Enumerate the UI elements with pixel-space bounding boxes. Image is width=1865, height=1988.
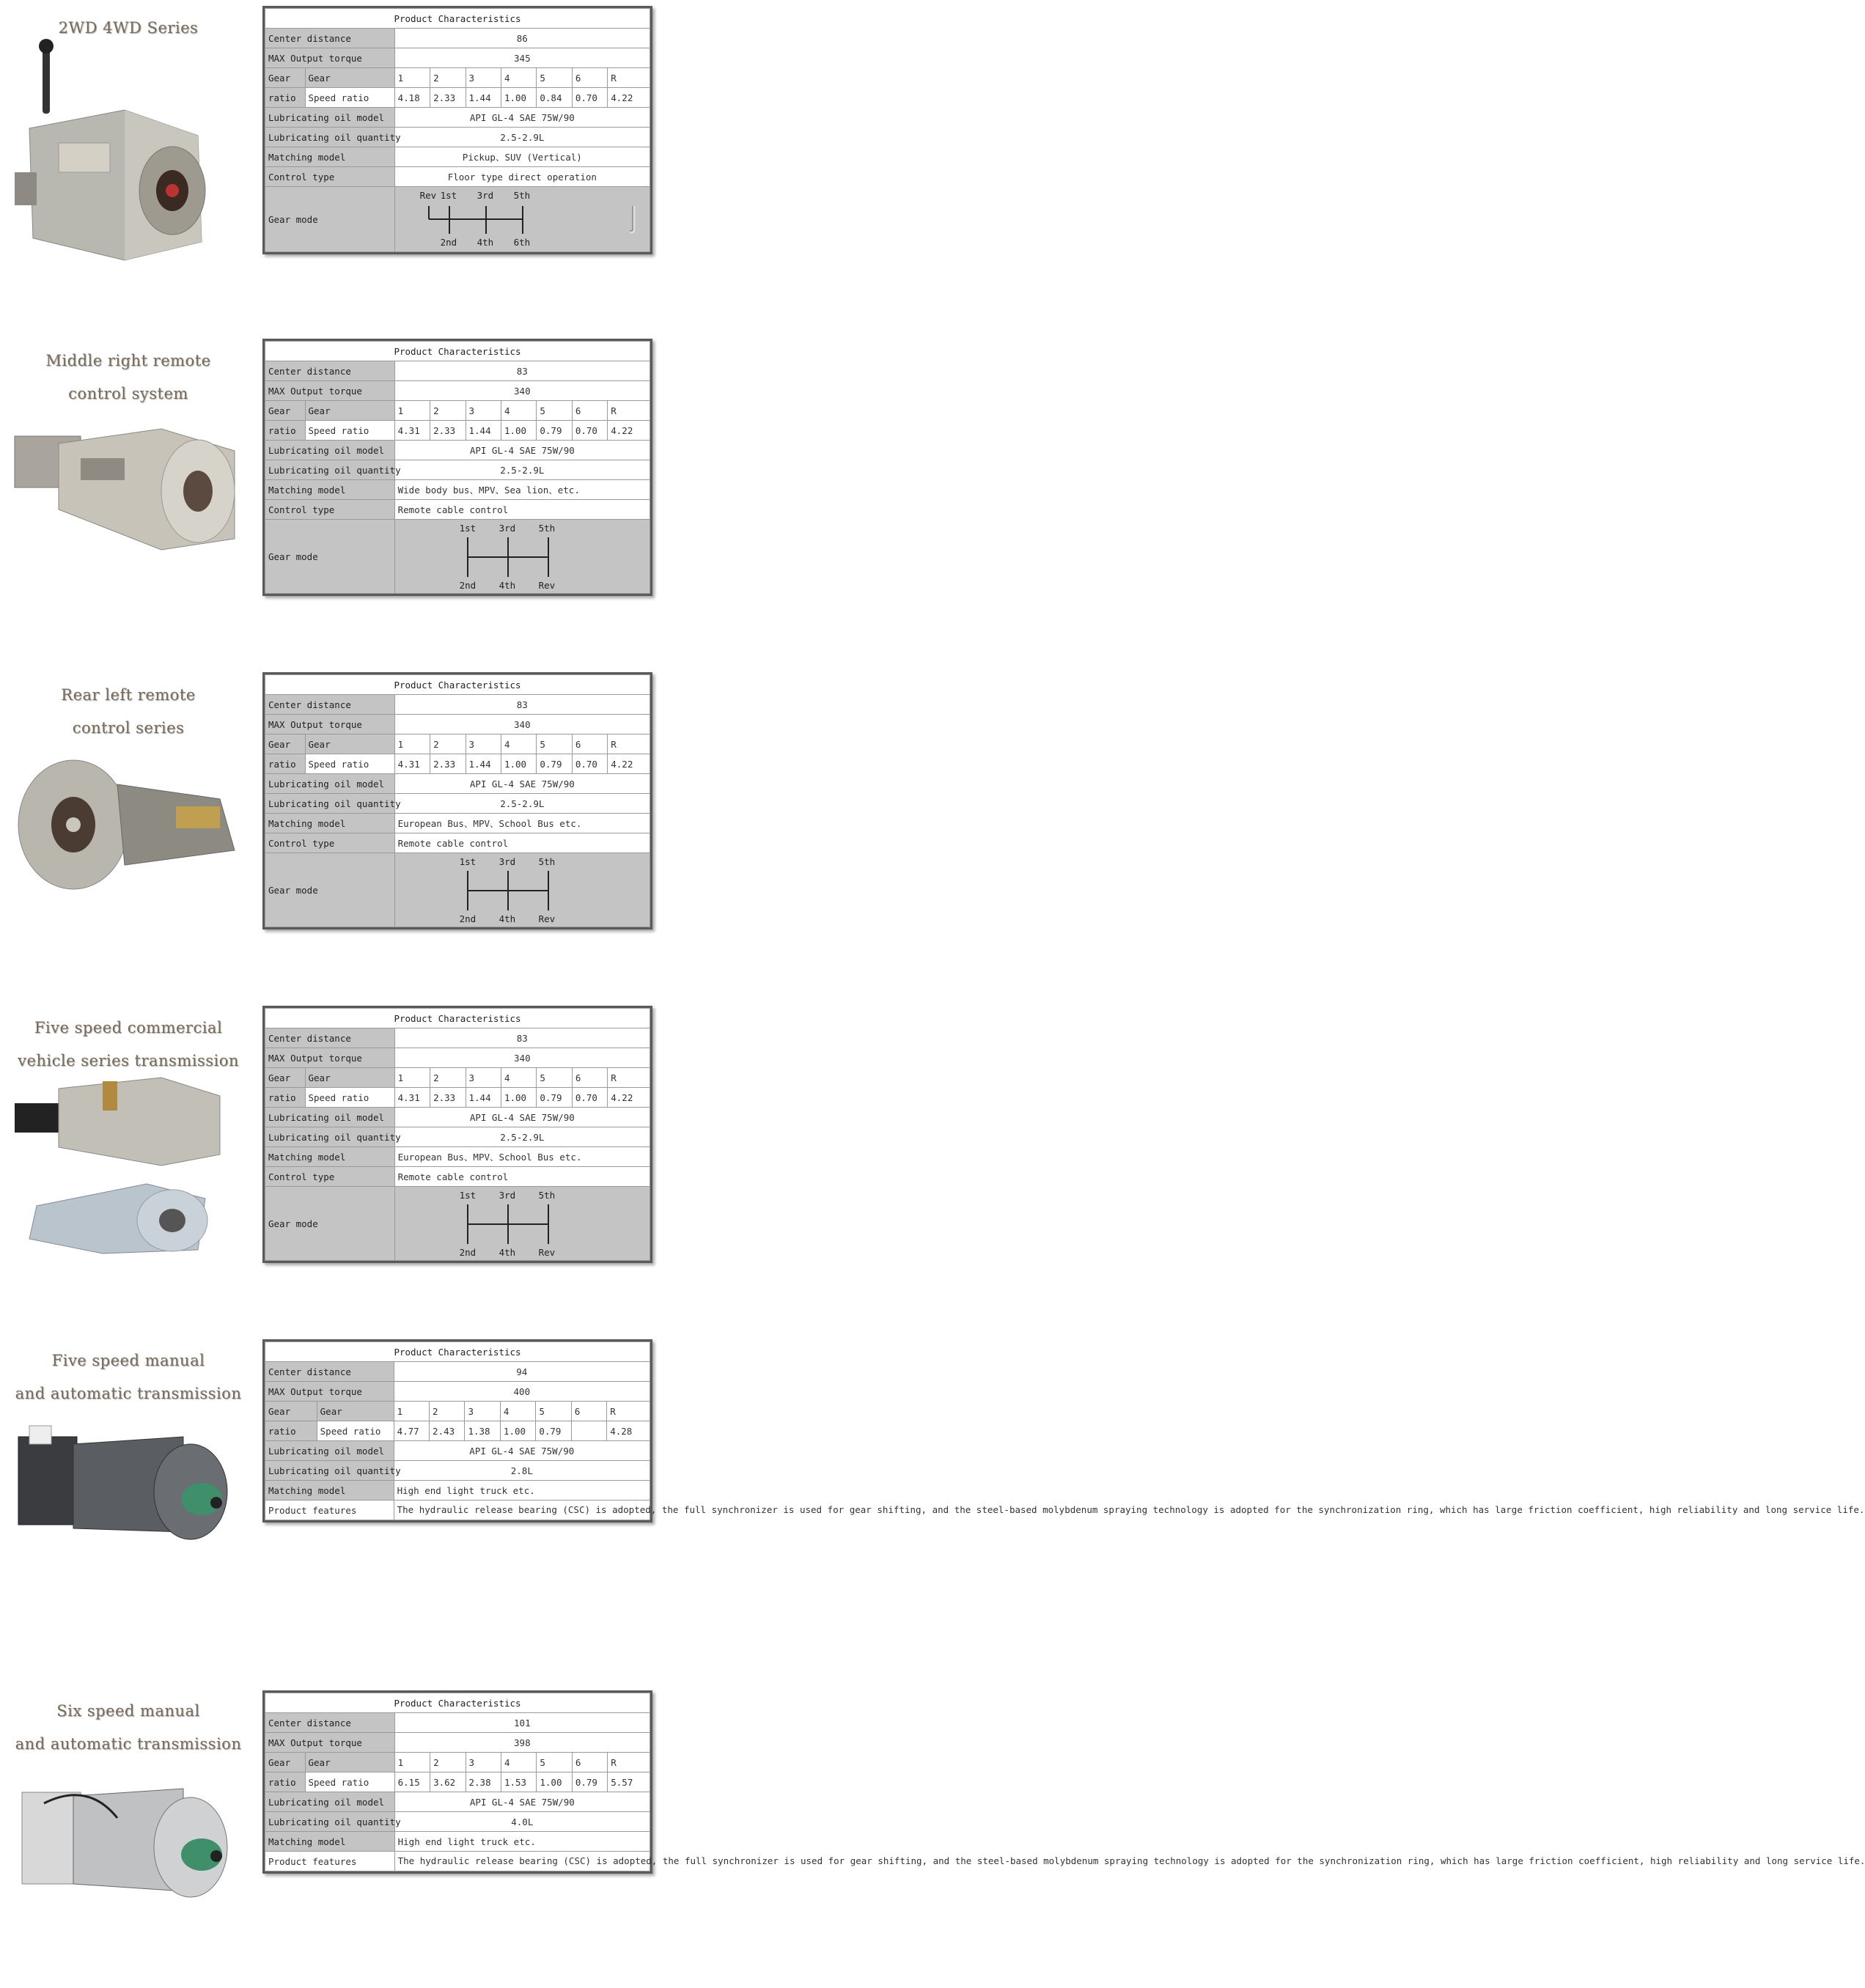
gear-cell: R xyxy=(608,1753,650,1772)
row-value: 83 xyxy=(394,1028,650,1048)
gear-ratio-label: ratio xyxy=(265,754,306,774)
row-value: Floor type direct operation xyxy=(394,167,650,187)
spec-table xyxy=(265,341,650,594)
row-label: Lubricating oil model xyxy=(265,1108,395,1127)
row-label: Lubricating oil quantity xyxy=(265,1461,394,1481)
gear-cell: 5 xyxy=(537,1753,572,1772)
gear-mode-diagram xyxy=(394,520,650,594)
spec-table-card xyxy=(262,339,652,596)
row-value: API GL-4 SAE 75W/90 xyxy=(394,441,650,460)
spec-table-card xyxy=(262,1006,652,1263)
gear-label-top: 3rd xyxy=(499,523,516,534)
row-label: Lubricating oil model xyxy=(265,1792,395,1812)
gear-ratio-label: Gear xyxy=(265,1402,317,1421)
row-value: API GL-4 SAE 75W/90 xyxy=(394,774,650,794)
row-label: Gear mode xyxy=(265,853,395,927)
gear-cell: 3 xyxy=(465,1402,500,1421)
row-value: 2.5-2.9L xyxy=(394,1127,650,1147)
gear-cell: 1 xyxy=(394,735,430,754)
gear-cell: R xyxy=(607,1402,650,1421)
row-label: Lubricating oil model xyxy=(265,108,395,128)
ratio-cell: 4.22 xyxy=(608,754,650,774)
gear-cell: 6 xyxy=(572,401,607,421)
gear-cell: 3 xyxy=(466,401,501,421)
ratio-cell: 1.00 xyxy=(500,1421,535,1441)
ratio-head: Speed ratio xyxy=(305,1772,394,1792)
row-value: High end light truck etc. xyxy=(394,1481,650,1501)
row-value: 340 xyxy=(394,381,650,401)
gear-head: Gear xyxy=(305,68,394,88)
gear-cell: 3 xyxy=(466,1068,501,1088)
row-value: 83 xyxy=(394,695,650,715)
ratio-cell: 1.00 xyxy=(501,1088,536,1108)
row-label: Product features xyxy=(265,1501,394,1520)
gear-label-bottom: Rev xyxy=(538,580,556,591)
gear-cell: 1 xyxy=(394,401,430,421)
row-value: High end light truck etc. xyxy=(394,1832,650,1852)
gear-cell: 4 xyxy=(501,1753,536,1772)
row-value: Pickup、SUV (Vertical) xyxy=(394,147,650,167)
transmission-photo xyxy=(15,1774,242,1906)
gear-label-top: Rev xyxy=(419,190,437,201)
gear-ratio-label: Gear xyxy=(265,1068,306,1088)
gear-cell: 2 xyxy=(430,1068,466,1088)
product-features-text: The hydraulic release bearing (CSC) is adopted, the full synchronizer is used for gear shifting, and the steel-based molybdenum spraying technology is adopted for the synchronization ring, which has large friction coefficient, high reliability and long service life. xyxy=(394,1501,650,1520)
row-label: Control type xyxy=(265,167,395,187)
row-label: Control type xyxy=(265,1167,395,1187)
transmission-photo xyxy=(15,421,242,553)
row-value: 345 xyxy=(394,48,650,68)
gear-label-bottom: 4th xyxy=(499,1247,516,1258)
gear-label-bottom: 2nd xyxy=(459,1247,477,1258)
row-value: 2.8L xyxy=(394,1461,650,1481)
spec-table-card xyxy=(262,1690,1865,1874)
row-label: MAX Output torque xyxy=(265,715,395,735)
row-label: Center distance xyxy=(265,1713,395,1733)
gear-label-top: 5th xyxy=(538,523,556,534)
ratio-cell: 1.44 xyxy=(466,421,501,441)
row-value: 101 xyxy=(394,1713,650,1733)
table-header: Product Characteristics xyxy=(265,1342,650,1362)
ratio-cell: 2.33 xyxy=(430,754,466,774)
gear-cell: R xyxy=(608,68,650,88)
gear-head: Gear xyxy=(305,401,394,421)
gear-cell: 5 xyxy=(536,1402,571,1421)
row-label: MAX Output torque xyxy=(265,1382,394,1402)
ratio-cell: 1.00 xyxy=(501,754,536,774)
row-label: Lubricating oil model xyxy=(265,441,395,460)
ratio-cell: 1.00 xyxy=(537,1772,572,1792)
transmission-photo xyxy=(15,1074,242,1257)
row-label: Center distance xyxy=(265,361,395,381)
gear-cell: 3 xyxy=(466,735,501,754)
gear-ratio-label: Gear xyxy=(265,735,306,754)
ratio-cell: 4.28 xyxy=(607,1421,650,1441)
ratio-cell: 0.79 xyxy=(536,1421,571,1441)
row-value: Wide body bus、MPV、Sea lion、etc. xyxy=(394,480,650,500)
row-label: Gear mode xyxy=(265,520,395,594)
gear-cell: 2 xyxy=(430,401,466,421)
row-label: Lubricating oil model xyxy=(265,774,395,794)
gear-head: Gear xyxy=(305,1068,394,1088)
row-label: MAX Output torque xyxy=(265,1048,395,1068)
gear-cell: 6 xyxy=(571,1402,606,1421)
row-value: API GL-4 SAE 75W/90 xyxy=(394,1441,650,1461)
gear-cell: 1 xyxy=(394,1753,430,1772)
gear-label-bottom: 2nd xyxy=(459,580,477,591)
section-title: 2WD 4WD Series xyxy=(58,19,199,37)
table-header: Product Characteristics xyxy=(265,1693,650,1713)
ratio-cell: 2.33 xyxy=(430,421,466,441)
row-label: Lubricating oil quantity xyxy=(265,460,395,480)
row-label: MAX Output torque xyxy=(265,48,395,68)
product-features-text: The hydraulic release bearing (CSC) is adopted, the full synchronizer is used for gear shifting, and the steel-based molybdenum spraying technology is adopted for the synchronization ring, which has large friction coefficient, high reliability and long service life. xyxy=(394,1852,650,1871)
row-label: Control type xyxy=(265,500,395,520)
gear-cell: 4 xyxy=(500,1402,535,1421)
gear-cell: 6 xyxy=(572,68,607,88)
gear-label-bottom: 6th xyxy=(513,237,531,248)
section-title: Six speed manual and automatic transmission xyxy=(15,1702,242,1753)
ratio-cell: 0.79 xyxy=(537,754,572,774)
table-header: Product Characteristics xyxy=(265,1009,650,1028)
ratio-cell: 1.44 xyxy=(466,1088,501,1108)
row-value: 2.5-2.9L xyxy=(394,128,650,147)
ratio-cell: 0.70 xyxy=(572,421,607,441)
gear-label-bottom: 4th xyxy=(499,913,516,924)
row-label: Lubricating oil quantity xyxy=(265,1812,395,1832)
row-value: 2.5-2.9L xyxy=(394,794,650,814)
gear-mode-diagram xyxy=(394,1187,650,1261)
gear-label-bottom: 2nd xyxy=(440,237,457,248)
gear-cell: 2 xyxy=(430,1402,465,1421)
gear-ratio-label: Gear xyxy=(265,68,306,88)
gear-mode-diagram xyxy=(394,853,650,927)
spec-table-card xyxy=(262,672,652,929)
row-label: Matching model xyxy=(265,147,395,167)
ratio-cell: 4.31 xyxy=(394,1088,430,1108)
row-value: 86 xyxy=(394,29,650,48)
row-label: Lubricating oil model xyxy=(265,1441,394,1461)
ratio-cell: 4.22 xyxy=(608,88,650,108)
spec-table xyxy=(265,8,650,252)
ratio-cell: 0.70 xyxy=(572,1088,607,1108)
row-value: 340 xyxy=(394,1048,650,1068)
gear-head: Gear xyxy=(317,1402,394,1421)
row-label: Matching model xyxy=(265,1832,395,1852)
gear-label-top: 1st xyxy=(440,190,457,201)
gear-cell: 2 xyxy=(430,68,466,88)
spec-table xyxy=(265,1008,650,1261)
row-value: 340 xyxy=(394,715,650,735)
row-label: Gear mode xyxy=(265,187,395,252)
shift-lever-icon xyxy=(628,205,638,234)
gear-label-top: 3rd xyxy=(477,190,494,201)
gear-label-top: 5th xyxy=(538,856,556,867)
gear-label-bottom: Rev xyxy=(538,913,556,924)
gear-mode-diagram xyxy=(394,187,650,252)
row-label: Lubricating oil quantity xyxy=(265,1127,395,1147)
shift-pattern-diagram xyxy=(398,1187,640,1260)
spec-table-card xyxy=(262,6,652,254)
ratio-head: Speed ratio xyxy=(317,1421,394,1441)
gear-head: Gear xyxy=(305,735,394,754)
ratio-cell: 0.79 xyxy=(537,1088,572,1108)
row-value: 94 xyxy=(394,1362,650,1382)
gear-label-top: 1st xyxy=(459,523,477,534)
ratio-cell: 1.44 xyxy=(466,754,501,774)
gear-ratio-label: Gear xyxy=(265,401,306,421)
gear-label-top: 5th xyxy=(538,1190,556,1201)
gear-cell: 4 xyxy=(501,68,536,88)
ratio-cell: 4.22 xyxy=(608,421,650,441)
gear-cell: 6 xyxy=(572,735,607,754)
shift-pattern-diagram xyxy=(398,853,640,927)
row-value: Remote cable control xyxy=(394,500,650,520)
ratio-cell: 3.62 xyxy=(430,1772,466,1792)
row-value: API GL-4 SAE 75W/90 xyxy=(394,108,650,128)
gear-label-top: 1st xyxy=(459,856,477,867)
row-value: 83 xyxy=(394,361,650,381)
ratio-cell: 4.77 xyxy=(394,1421,429,1441)
ratio-cell: 4.31 xyxy=(394,754,430,774)
shift-pattern-diagram xyxy=(398,520,640,593)
gear-label-bottom: 4th xyxy=(499,580,516,591)
ratio-cell: 2.33 xyxy=(430,1088,466,1108)
ratio-cell: 2.43 xyxy=(430,1421,465,1441)
ratio-cell: 0.84 xyxy=(537,88,572,108)
gear-cell: 1 xyxy=(394,1068,430,1088)
ratio-cell: 2.38 xyxy=(466,1772,501,1792)
ratio-cell: 6.15 xyxy=(394,1772,430,1792)
gear-cell: 6 xyxy=(572,1068,607,1088)
gear-label-top: 5th xyxy=(513,190,531,201)
ratio-cell: 1.00 xyxy=(501,88,536,108)
ratio-cell: 0.79 xyxy=(572,1772,607,1792)
gear-cell: 4 xyxy=(501,401,536,421)
gear-cell: 5 xyxy=(537,1068,572,1088)
ratio-cell: 4.18 xyxy=(394,88,430,108)
gear-cell: 5 xyxy=(537,68,572,88)
ratio-cell: 2.33 xyxy=(430,88,466,108)
row-value: API GL-4 SAE 75W/90 xyxy=(394,1108,650,1127)
row-value: API GL-4 SAE 75W/90 xyxy=(394,1792,650,1812)
gear-cell: 5 xyxy=(537,735,572,754)
row-value: Remote cable control xyxy=(394,1167,650,1187)
gear-cell: 4 xyxy=(501,1068,536,1088)
ratio-cell: 0.70 xyxy=(572,754,607,774)
gear-cell: 6 xyxy=(572,1753,607,1772)
row-value: 398 xyxy=(394,1733,650,1753)
row-label: Matching model xyxy=(265,480,395,500)
spec-table xyxy=(265,674,650,927)
section-title: Middle right remote control system xyxy=(45,352,211,402)
ratio-cell: 1.44 xyxy=(466,88,501,108)
ratio-cell: 4.31 xyxy=(394,421,430,441)
gear-ratio-label: ratio xyxy=(265,1421,317,1441)
ratio-head: Speed ratio xyxy=(305,421,394,441)
table-header: Product Characteristics xyxy=(265,675,650,695)
section-title: Five speed commercial vehicle series transmission xyxy=(18,1019,239,1070)
gear-label-top: 3rd xyxy=(499,1190,516,1201)
gear-head: Gear xyxy=(305,1753,394,1772)
row-value: Remote cable control xyxy=(394,833,650,853)
spec-table xyxy=(265,1693,1865,1871)
row-label: Center distance xyxy=(265,1028,395,1048)
gear-ratio-label: ratio xyxy=(265,1772,306,1792)
row-value: 400 xyxy=(394,1382,650,1402)
row-label: Gear mode xyxy=(265,1187,395,1261)
row-label: Control type xyxy=(265,833,395,853)
ratio-cell: 0.70 xyxy=(572,88,607,108)
gear-cell: R xyxy=(608,735,650,754)
row-label: MAX Output torque xyxy=(265,381,395,401)
section-title: Rear left remote control series xyxy=(61,686,196,737)
ratio-cell: 1.38 xyxy=(465,1421,500,1441)
gear-label-top: 1st xyxy=(459,1190,477,1201)
spec-table-card xyxy=(262,1339,1865,1523)
gear-cell: 2 xyxy=(430,1753,466,1772)
ratio-cell: 1.00 xyxy=(501,421,536,441)
gear-cell: 1 xyxy=(394,68,430,88)
spec-table xyxy=(265,1341,1865,1520)
row-value: 4.0L xyxy=(394,1812,650,1832)
row-label: Center distance xyxy=(265,1362,394,1382)
ratio-head: Speed ratio xyxy=(305,88,394,108)
transmission-photo xyxy=(15,40,242,275)
gear-ratio-label: ratio xyxy=(265,421,306,441)
row-value: European Bus、MPV、School Bus etc. xyxy=(394,1147,650,1167)
row-label: Matching model xyxy=(265,1147,395,1167)
gear-cell: 1 xyxy=(394,1402,429,1421)
gear-cell: 5 xyxy=(537,401,572,421)
ratio-cell: 1.53 xyxy=(501,1772,536,1792)
section-title: Five speed manual and automatic transmission xyxy=(15,1352,242,1402)
gear-ratio-label: ratio xyxy=(265,1088,306,1108)
row-label: Lubricating oil quantity xyxy=(265,794,395,814)
table-header: Product Characteristics xyxy=(265,342,650,361)
row-label: Product features xyxy=(265,1852,395,1871)
gear-cell: R xyxy=(608,401,650,421)
ratio-cell: 5.57 xyxy=(608,1772,650,1792)
row-label: Center distance xyxy=(265,695,395,715)
gear-cell: R xyxy=(608,1068,650,1088)
gear-label-bottom: 2nd xyxy=(459,913,477,924)
ratio-head: Speed ratio xyxy=(305,754,394,774)
row-label: Center distance xyxy=(265,29,395,48)
gear-ratio-label: Gear xyxy=(265,1753,306,1772)
gear-label-top: 3rd xyxy=(499,856,516,867)
row-label: Matching model xyxy=(265,814,395,833)
transmission-photo xyxy=(15,1422,242,1547)
row-label: Lubricating oil quantity xyxy=(265,128,395,147)
gear-cell: 4 xyxy=(501,735,536,754)
gear-ratio-label: ratio xyxy=(265,88,306,108)
row-value: European Bus、MPV、School Bus etc. xyxy=(394,814,650,833)
row-value: 2.5-2.9L xyxy=(394,460,650,480)
ratio-head: Speed ratio xyxy=(305,1088,394,1108)
row-label: Matching model xyxy=(265,1481,394,1501)
gear-label-bottom: 4th xyxy=(477,237,494,248)
transmission-photo xyxy=(15,755,242,891)
table-header: Product Characteristics xyxy=(265,9,650,29)
ratio-cell: 0.79 xyxy=(537,421,572,441)
row-label: MAX Output torque xyxy=(265,1733,395,1753)
gear-cell: 3 xyxy=(466,68,501,88)
gear-cell: 2 xyxy=(430,735,466,754)
gear-label-bottom: Rev xyxy=(538,1247,556,1258)
ratio-cell: 4.22 xyxy=(608,1088,650,1108)
ratio-cell xyxy=(571,1421,606,1441)
gear-cell: 3 xyxy=(466,1753,501,1772)
